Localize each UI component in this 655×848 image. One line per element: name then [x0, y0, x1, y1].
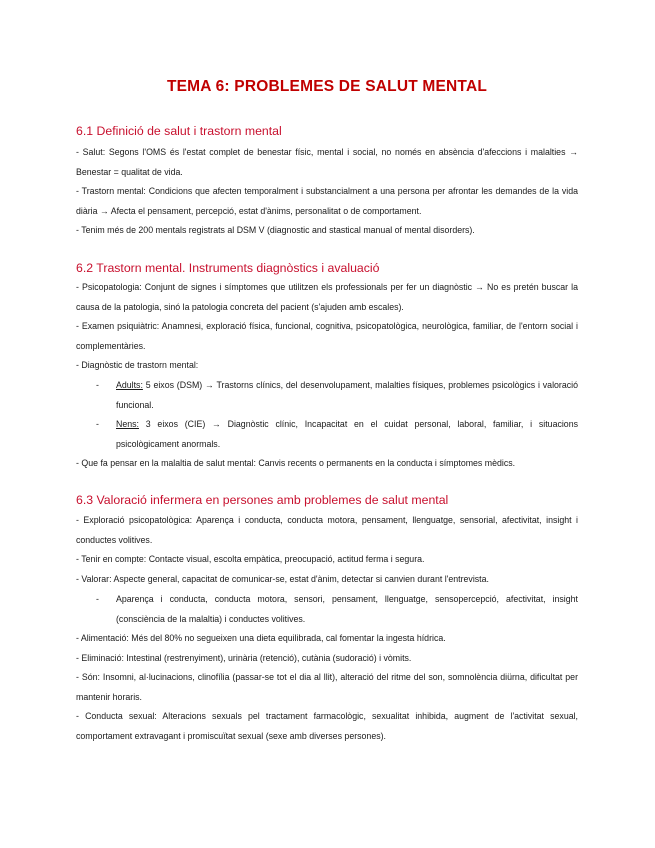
subitem-text-nens: 3 eixos (CIE) → Diagnòstic clínic, Incapacitat en el cuidat personal, laboral, familiar, i situacions psicològicament anormals.	[116, 419, 578, 449]
paragraph-tenir-en-compte: - Tenir en compte: Contacte visual, escolta empàtica, preocupació, actitud ferma i segura.	[76, 554, 425, 564]
paragraph-que-fa-pensar: - Que fa pensar en la malaltia de salut mental: Canvis recents o permanents en la conducta i símptomes mèdics.	[76, 458, 516, 468]
subitem-label-adults: Adults:	[116, 380, 143, 390]
paragraph-eliminacio: - Eliminació: Intestinal (restrenyiment), urinària (retenció), cutània (sudoració) i vòmits.	[76, 653, 412, 663]
paragraph-salut: - Salut: Segons l'OMS és l'estat complet de benestar físic, mental i social, no només en absència d'afeccions i malalties → Benestar = qualitat de vida.	[76, 147, 578, 177]
bullet-dash: -	[96, 419, 99, 429]
subitem-nens	[96, 414, 578, 454]
paragraph-trastorn-mental: - Trastorn mental: Condicions que afecten temporalment i substancialment a una persona per afrontar les demandes de la vida diària → Afecta el pensament, percepció, estat d'ànims, personalitat o de comportament.	[76, 186, 578, 216]
paragraph-alimentacio: - Alimentació: Més del 80% no segueixen una dieta equilibrada, cal fomentar la ingesta hídrica.	[76, 633, 446, 643]
bullet-dash: -	[96, 594, 99, 604]
paragraph-valorar: - Valorar: Aspecte general, capacitat de comunicar-se, estat d'ànim, detectar si canvien durant l'entrevista.	[76, 574, 489, 584]
subitem-adults	[96, 375, 578, 415]
paragraph-diagnostic: - Diagnòstic de trastorn mental:	[76, 360, 199, 370]
paragraph-examen-psiquiatric: - Examen psiquiàtric: Anamnesi, exploració física, funcional, cognitiva, psicopatològica, neurològica, familiar, de l'entorn social i complementàries.	[76, 321, 578, 351]
subitem-text-adults: 5 eixos (DSM) → Trastorns clínics, del desenvolupament, malalties físiques, problemes psicològics i valoració funcional.	[116, 380, 578, 410]
section-heading-6-2: 6.2 Trastorn mental. Instruments diagnòstics i avaluació	[76, 261, 380, 275]
bullet-dash: -	[96, 380, 99, 390]
section-heading-6-3: 6.3 Valoració infermera en persones amb problemes de salut mental	[76, 493, 449, 507]
paragraph-exploracio: - Exploració psicopatològica: Aparença i conducta, conducta motora, pensament, llenguatge, sensorial, afectivitat, insight i conductes volitives.	[76, 515, 578, 545]
paragraph-psicopatologia: - Psicopatologia: Conjunt de signes i símptomes que utilitzen els professionals per fer un diagnòstic → No es pretén buscar la causa de la patologia, sinó la patologia concreta del pacient (s'ajuden amb escales).	[76, 282, 578, 312]
subitem-valorar-detail	[96, 589, 578, 629]
paragraph-son: - Són: Insomni, al·lucinacions, clinofília (passar-se tot el dia al llit), alteració del ritme del son, somnolència diürna, dificultat per mantenir horaris.	[76, 672, 578, 702]
document-title: TEMA 6: PROBLEMES DE SALUT MENTAL	[166, 78, 488, 95]
paragraph-conducta-sexual: - Conducta sexual: Alteracions sexuals pel tractament farmacològic, sexualitat inhibida, augment de l'activitat sexual, comportament extravagant i promiscuïtat sexual (sexe amb diverses persones).	[76, 711, 578, 741]
subitem-text-valorar: Aparença i conducta, conducta motora, sensori, pensament, llenguatge, sensopercepció, afectivitat, insight (consciència de la malaltia) i conductes volitives.	[116, 594, 578, 624]
subitem-label-nens: Nens:	[116, 419, 139, 429]
paragraph-dsm: - Tenim més de 200 mentals registrats al DSM V (diagnostic and stastical manual of mental disorders).	[76, 225, 475, 235]
section-heading-6-1: 6.1 Definició de salut i trastorn mental	[76, 124, 282, 138]
